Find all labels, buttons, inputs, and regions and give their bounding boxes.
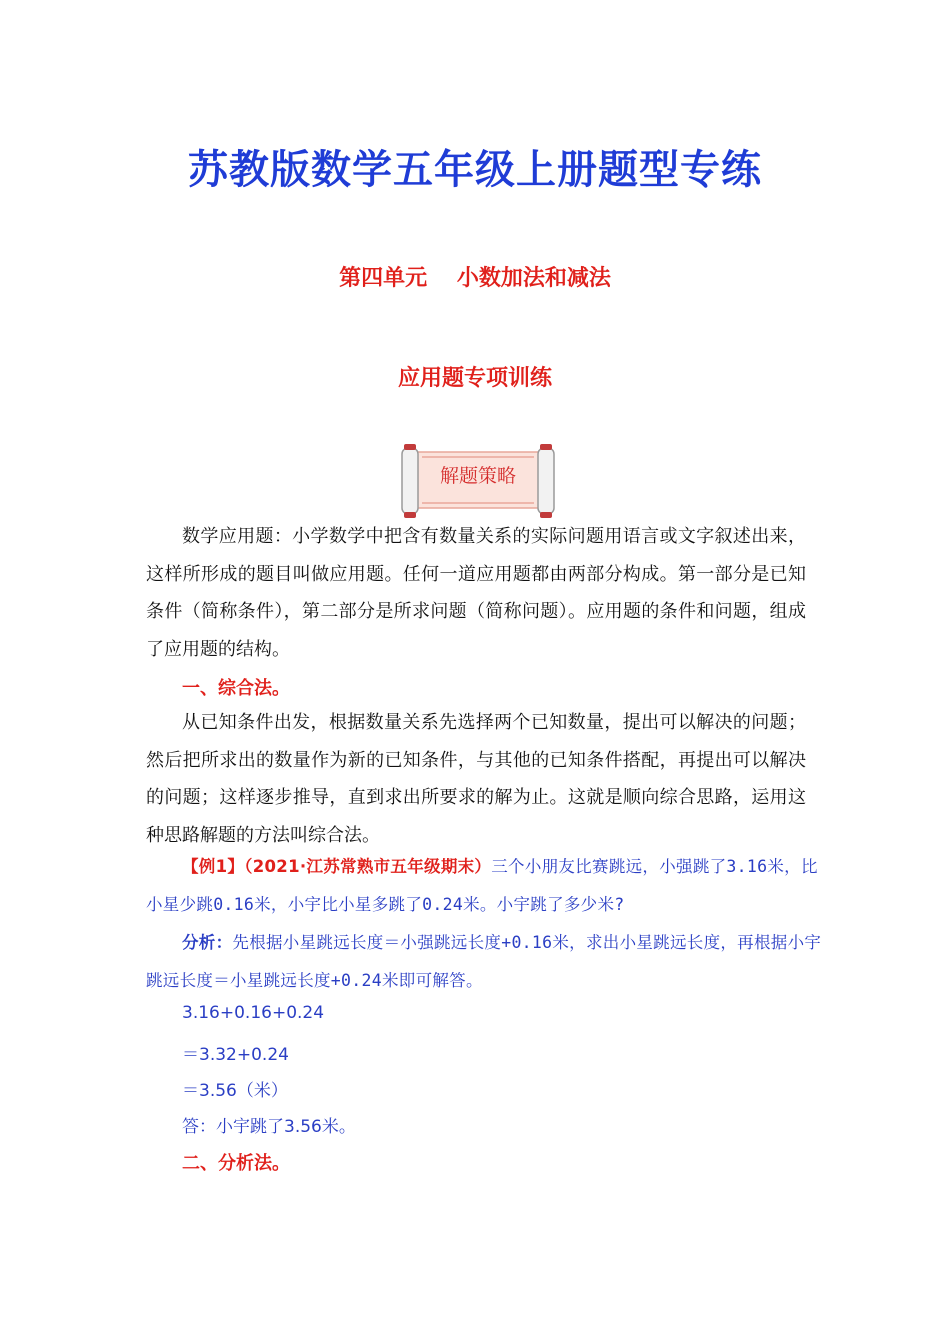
example1-block <box>146 848 826 923</box>
section-subtitle: 应用题专项训练 <box>397 366 552 391</box>
analysis-text: 先根据小星跳远长度＝小强跳远长度+0.16米，求出小星跳远长度，再根据小宇跳远长度＝小星跳远长度+0.24米即可解答。 <box>146 933 822 990</box>
analysis-label: 分析： <box>182 933 233 952</box>
answer-line: 答：小宇跳了3.56米。 <box>182 1117 356 1137</box>
example1-tag: 【例1】（2021·江苏常熟市五年级期末） <box>182 857 492 876</box>
example1-question: 三个小朋友比赛跳远，小强跳了3.16米，比小星少跳0.16米，小宇比小星多跳了0.24米。小宇跳了多少米? <box>146 857 818 914</box>
calc-step-3: ＝3.56（米） <box>182 1081 288 1101</box>
intro-paragraph: 数学应用题：小学数学中把含有数量关系的实际问题用语言或文字叙述出来，这样所形成的题目叫做应用题。任何一道应用题都由两部分构成。第一部分是已知条件（简称条件），第二部分是所求问题（简称问题）。应用题的条件和问题，组成了应用题的结构。 <box>146 526 806 660</box>
section2-heading: 二、分析法。 <box>182 1153 290 1174</box>
strategy-banner <box>398 444 558 518</box>
section1-paragraph: 从已知条件出发，根据数量关系先选择两个已知数量，提出可以解决的问题；然后把所求出的数量作为新的已知条件，与其他的已知条件搭配，再提出可以解决的问题；这样逐步推导，直到求出所要求的解为止。这就是顺向综合思路，运用这种思路解题的方法叫综合法。 <box>146 712 806 846</box>
document-title: 苏教版数学五年级上册题型专练 <box>188 147 762 193</box>
calc-step-1: 3.16+0.16+0.24 <box>182 1003 325 1023</box>
example1-analysis <box>146 924 826 999</box>
banner-label: 解题策略 <box>439 465 516 487</box>
section1-heading: 一、综合法。 <box>182 678 290 699</box>
unit-title: 第四单元 小数加法和减法 <box>339 266 611 291</box>
calc-step-2: ＝3.32+0.24 <box>182 1045 289 1065</box>
